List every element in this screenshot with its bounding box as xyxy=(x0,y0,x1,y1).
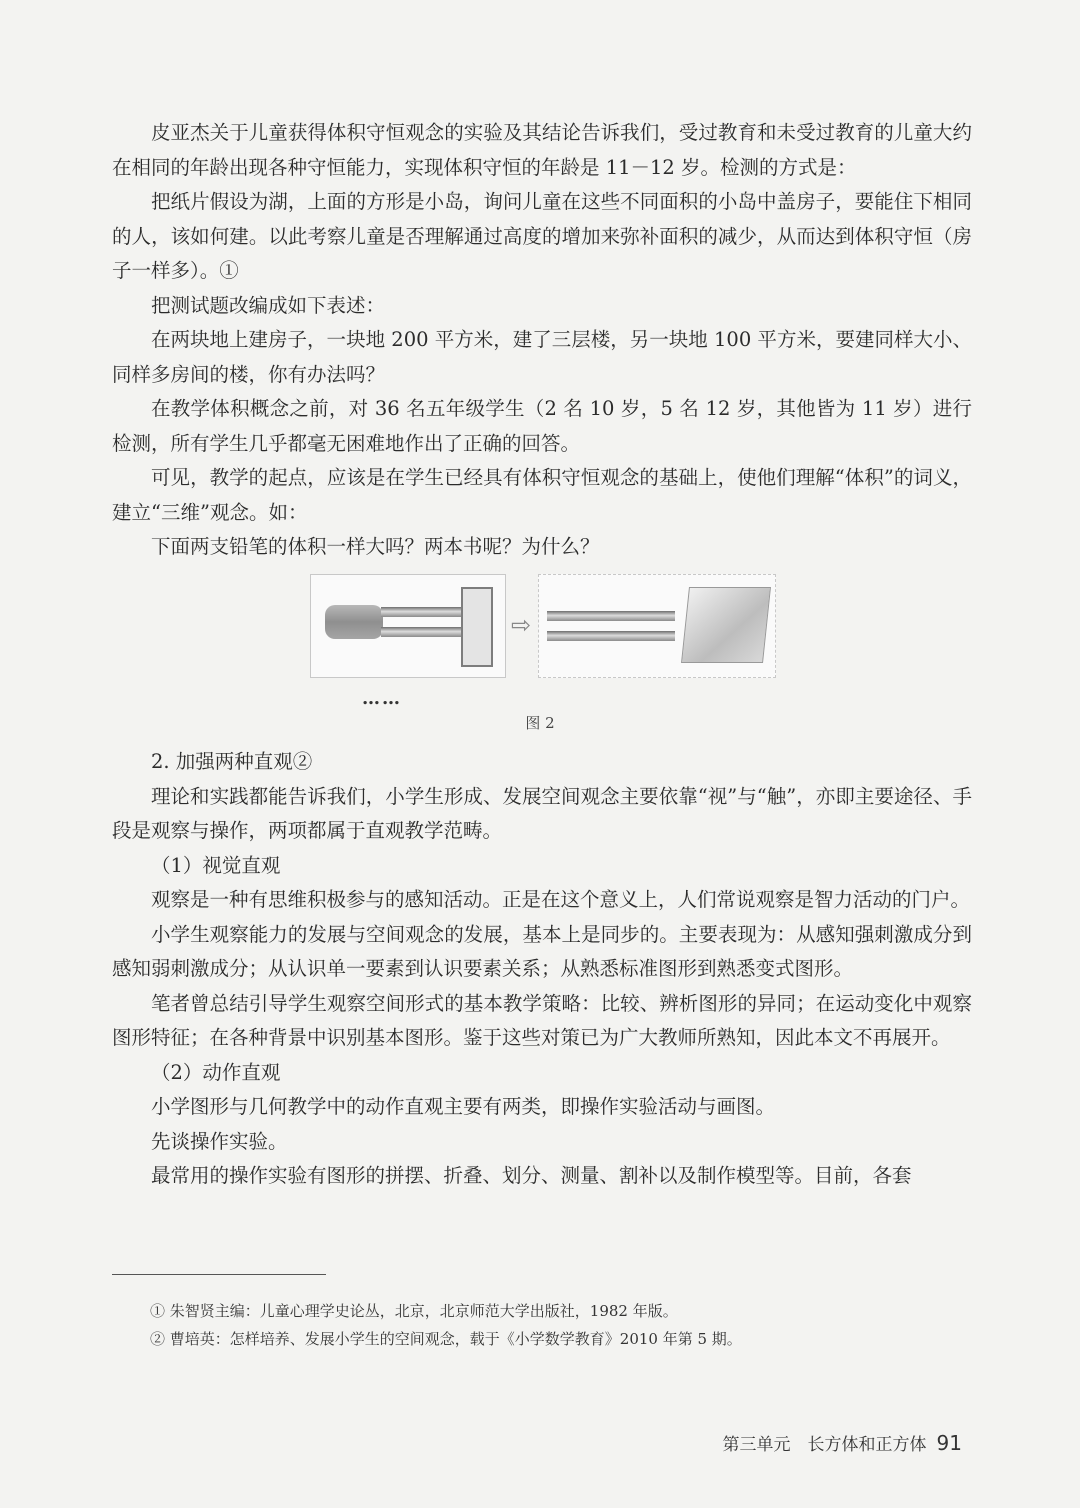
page-number: 91 xyxy=(936,1431,962,1455)
footnotes xyxy=(150,1297,970,1353)
paragraph: 最常用的操作实验有图形的拼摆、折叠、划分、测量、割补以及制作模型等。目前，各套 xyxy=(151,1164,912,1187)
book-flat-image xyxy=(681,587,771,663)
pencil-eraser-image xyxy=(325,605,383,639)
pencil-image xyxy=(381,627,461,637)
pencil-image xyxy=(547,631,675,641)
ellipsis: …… xyxy=(362,688,402,709)
figure-pencils-books xyxy=(308,574,778,678)
subsection-heading: （1）视觉直观 xyxy=(151,853,281,877)
footnote-divider xyxy=(112,1274,326,1275)
pencil-image xyxy=(547,611,675,621)
footnote: ① 朱智贤主编：儿童心理学史论丛，北京，北京师范大学出版社，1982 年版。 xyxy=(150,1302,678,1320)
body-text-top xyxy=(112,116,972,565)
footnote: ② 曹培英：怎样培养、发展小学生的空间观念，载于《小学数学教育》2010 年第 5 期。 xyxy=(150,1330,742,1348)
running-footer xyxy=(723,1430,962,1455)
paragraph: 小学生观察能力的发展与空间观念的发展，基本上是同步的。主要表现为：从感知强刺激成分到感知弱刺激成分；从认识单一要素到认识要素关系；从熟悉标准图形到熟悉变式图形。 xyxy=(112,922,972,980)
pencil-image xyxy=(381,607,461,617)
arrow-right-icon: ⇨ xyxy=(510,611,532,639)
figure-right-panel xyxy=(538,574,776,678)
paragraph: 把测试题改编成如下表述： xyxy=(151,293,386,317)
paragraph: 把纸片假设为湖，上面的方形是小岛，询问儿童在这些不同面积的小岛中盖房子，要能住下相同的人，该如何建。以此考察儿童是否理解通过高度的增加来弥补面积的减少，从而达到体积守恒（房子一样多）。① xyxy=(112,190,972,282)
body-text-bottom xyxy=(112,745,972,1194)
book-spine-image xyxy=(461,587,493,667)
footer-unit-title: 第三单元 长方体和正方体 xyxy=(722,1435,927,1455)
paragraph: 先谈操作实验。 xyxy=(151,1129,288,1153)
paragraph: 可见，教学的起点，应该是在学生已经具有体积守恒观念的基础上，使他们理解“体积”的词义，建立“三维”观念。如： xyxy=(112,466,972,524)
paragraph: 理论和实践都能告诉我们，小学生形成、发展空间观念主要依靠“视”与“触”，亦即主要途径、手段是观察与操作，两项都属于直观教学范畴。 xyxy=(112,784,972,842)
section-heading: 2. 加强两种直观② xyxy=(151,750,313,773)
paragraph: 皮亚杰关于儿童获得体积守恒观念的实验及其结论告诉我们，受过教育和未受过教育的儿童大约在相同的年龄出现各种守恒能力，实现体积守恒的年龄是 11－12 岁。检测的方式是： xyxy=(112,121,972,179)
paragraph: 在教学体积概念之前，对 36 名五年级学生（2 名 10 岁，5 名 12 岁，其他皆为 11 岁）进行检测，所有学生几乎都毫无困难地作出了正确的回答。 xyxy=(112,397,972,455)
paragraph: 观察是一种有思维积极参与的感知活动。正是在这个意义上，人们常说观察是智力活动的门户。 xyxy=(151,888,971,911)
figure-left-panel xyxy=(310,574,506,678)
paragraph: 笔者曾总结引导学生观察空间形式的基本教学策略：比较、辨析图形的异同；在运动变化中观察图形特征；在各种背景中识别基本图形。鉴于这些对策已为广大教师所熟知，因此本文不再展开。 xyxy=(112,991,972,1049)
figure-caption: 图 2 xyxy=(525,714,555,732)
paragraph: 下面两支铅笔的体积一样大吗？两本书呢？为什么？ xyxy=(151,535,600,558)
paragraph: 小学图形与几何教学中的动作直观主要有两类，即操作实验活动与画图。 xyxy=(151,1095,776,1118)
subsection-heading: （2）动作直观 xyxy=(151,1060,281,1084)
paragraph: 在两块地上建房子，一块地 200 平方米，建了三层楼，另一块地 100 平方米，要建同样大小、同样多房间的楼，你有办法吗？ xyxy=(112,328,972,386)
